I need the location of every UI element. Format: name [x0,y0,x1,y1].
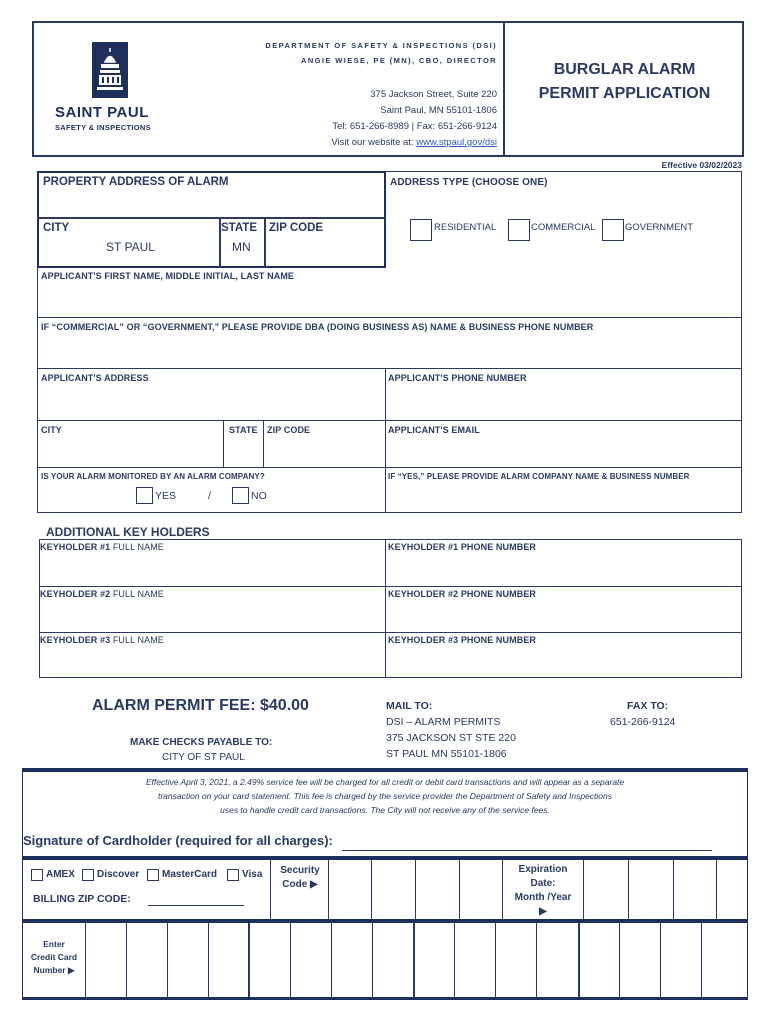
checks-payable-label: MAKE CHECKS PAYABLE TO: [130,737,273,748]
exp-box-v2 [673,860,674,919]
property-city-value[interactable]: ST PAUL [106,240,155,254]
saint-paul-logo [92,42,128,98]
card-top-bar [22,768,748,772]
monitored-no-checkbox[interactable] [232,487,249,504]
discover-checkbox[interactable] [82,869,94,881]
billing-zip-label: BILLING ZIP CODE: [33,893,131,905]
applicant-email-label: APPLICANT'S EMAIL [388,425,480,435]
residential-checkbox[interactable] [410,219,432,241]
enter-line2: Credit Card [30,952,78,962]
fax-to-value: 651-266-9124 [610,716,676,728]
property-city-label: CITY [43,222,70,234]
property-hline [37,217,386,219]
vline-zip [263,420,264,467]
enter-card-number-label [24,938,84,977]
applicant-city-label: CITY [41,425,62,435]
visa-checkbox[interactable] [227,869,239,881]
property-zip-label: ZIP CODE [269,222,324,234]
visa-label: Visa [242,869,263,880]
dept-phone-fax: Tel: 651-266-8989 | Fax: 651-266-9124 [332,121,497,132]
cn-v0 [85,923,86,997]
security-code-label [272,864,328,892]
notice-line1: Effective April 3, 2021, a 2.49% service fee will be charged for all credit or debit card transactions and will appear as a separate [145,777,625,787]
exp-box-v1 [628,860,629,919]
mastercard-checkbox[interactable] [147,869,159,881]
hline-monitored [37,467,742,468]
keyholder2-name-label [40,589,164,599]
security-line2: Code ▶ [282,879,318,890]
government-checkbox[interactable] [602,219,624,241]
cn-v4 [248,923,250,997]
applicant-phone-label: APPLICANT'S PHONE NUMBER [388,373,527,383]
monitored-label: IS YOUR ALARM MONITORED BY AN ALARM COMPANY? [41,472,265,481]
sec-box-v3 [459,860,460,919]
cn-v7 [372,923,373,997]
logo-subtitle: SAFETY & INSPECTIONS [55,123,151,132]
exp-box-v3 [716,860,717,919]
property-address-label: PROPERTY ADDRESS OF ALARM [43,176,229,188]
cn-v8 [413,923,415,997]
sec-box-v0 [328,860,329,919]
cn-v2 [167,923,168,997]
monitored-no-label: NO [251,490,267,502]
checks-payable-value: CITY OF ST PAUL [162,752,245,763]
cn-v1 [126,923,127,997]
cn-v3 [208,923,209,997]
hline-address [37,368,742,369]
alarm-company-label: IF “YES,” PLEASE PROVIDE ALARM COMPANY NAME & BUSINESS NUMBER [388,472,690,481]
mail-to-label: MAIL TO: [386,700,433,712]
property-vline2 [264,217,266,268]
applicant-state-label: STATE [229,425,258,435]
sec-box-v2 [415,860,416,919]
discover-label: Discover [97,869,140,880]
property-state-label: STATE [221,222,257,234]
keyholder2-phone-label: KEYHOLDER #2 PHONE NUMBER [388,589,537,599]
dept-address1: 375 Jackson Street, Suite 220 [370,89,497,100]
logo-name: SAINT PAUL [55,104,149,121]
residential-label: RESIDENTIAL [434,222,497,233]
mail-line3: ST PAUL MN 55101-1806 [386,748,507,760]
notice-line3: uses to handle credit card transactions. The City will not receive any of the service fees. [220,805,550,815]
billing-zip-line[interactable] [148,905,244,906]
expiration-line3: Month /Year [514,892,572,903]
expiration-label [503,863,583,919]
dept-address2: Saint Paul, MN 55101-1806 [380,105,497,116]
keyholder2-fullname-text: FULL NAME [110,589,164,599]
expiration-line2: Date: [530,878,556,889]
hline-dba [37,317,742,318]
government-label: GOVERNMENT [625,222,694,233]
sec-box-v1 [371,860,372,919]
cn-v11 [536,923,537,997]
keyholders-box [39,539,742,678]
exp-box-v0 [583,860,584,919]
signature-label: Signature of Cardholder (required for all charges): [23,833,333,848]
kh-vline [385,539,386,678]
form-title-line2: PERMIT APPLICATION [538,85,711,102]
applicant-address-label: APPLICANT'S ADDRESS [41,373,149,383]
commercial-label: COMMERCIAL [531,222,596,233]
dba-label: IF “COMMERCIAL” OR “GOVERNMENT,” PLEASE PROVIDE DBA (DOING BUSINESS AS) NAME & BUSINESS PHONE NUMBER [41,322,594,332]
cn-v13 [619,923,620,997]
cn-v14 [660,923,661,997]
notice-line2: transaction on your card statement. This fee is charged by the service provider the Department of Safety and Inspections [157,791,613,801]
keyholder3-phone-label: KEYHOLDER #3 PHONE NUMBER [388,635,537,645]
enter-line1: Enter [43,939,65,949]
monitored-yes-checkbox[interactable] [136,487,153,504]
cn-v12 [578,923,580,997]
mail-line2: 375 JACKSON ST STE 220 [386,732,516,744]
property-state-value[interactable]: MN [232,240,251,254]
commercial-checkbox[interactable] [508,219,530,241]
keyholder1-phone-label: KEYHOLDER #1 PHONE NUMBER [388,542,537,552]
keyholder1-fullname-text: FULL NAME [110,542,164,552]
card-bar3 [22,919,748,923]
applicant-name-label: APPLICANT'S FIRST NAME, MIDDLE INITIAL, LAST NAME [41,271,295,281]
monitored-yes-label: YES [155,490,177,502]
amex-checkbox[interactable] [31,869,43,881]
keyholder3-name-label [40,635,164,645]
kh-hline1 [39,586,742,587]
keyholder1-num: KEYHOLDER #1 [40,542,111,552]
cn-v5 [290,923,291,997]
dept-line1: DEPARTMENT OF SAFETY & INSPECTIONS (DSI) [265,41,497,50]
signature-line[interactable] [342,850,712,851]
website-link[interactable]: www.stpaul.gov/dsi [416,137,497,148]
cn-v6 [331,923,332,997]
permit-fee-title: ALARM PERMIT FEE: $40.00 [92,697,309,714]
applicant-zip-label: ZIP CODE [267,425,311,435]
cn-v10 [495,923,496,997]
mail-line1: DSI – ALARM PERMITS [386,716,501,728]
keyholder2-num: KEYHOLDER #2 [40,589,111,599]
hline-city [37,420,742,421]
expiration-line4: ▶ [539,906,547,917]
cn-v15 [701,923,702,997]
yes-no-slash: / [208,490,211,502]
website-prefix: Visit our website at: [331,137,417,148]
address-type-label: ADDRESS TYPE (CHOOSE ONE) [390,177,548,188]
form-title-line1: BURGLAR ALARM [553,61,696,78]
keyholders-heading: ADDITIONAL KEY HOLDERS [46,525,210,539]
card-bar2 [22,856,748,860]
mastercard-label: MasterCard [162,869,218,880]
card-fee-notice [22,775,748,817]
cn-v9 [454,923,455,997]
effective-date: Effective 03/02/2023 [661,160,742,170]
sec-vline [270,860,271,919]
keyholder3-fullname-text: FULL NAME [110,635,164,645]
vline-state [223,420,224,467]
vline-right-col [385,368,386,513]
amex-label: AMEX [46,869,75,880]
dept-line2: ANGIE WIESE, PE (MN), CBO, DIRECTOR [301,56,497,65]
keyholder1-name-label [40,542,164,552]
keyholder3-num: KEYHOLDER #3 [40,635,111,645]
expiration-line1: Expiration [518,864,568,875]
fax-to-label: FAX TO: [627,700,669,712]
security-line1: Security [280,865,320,876]
enter-line3: Number ▶ [33,965,75,975]
kh-hline2 [39,632,742,633]
dept-website [331,137,497,148]
